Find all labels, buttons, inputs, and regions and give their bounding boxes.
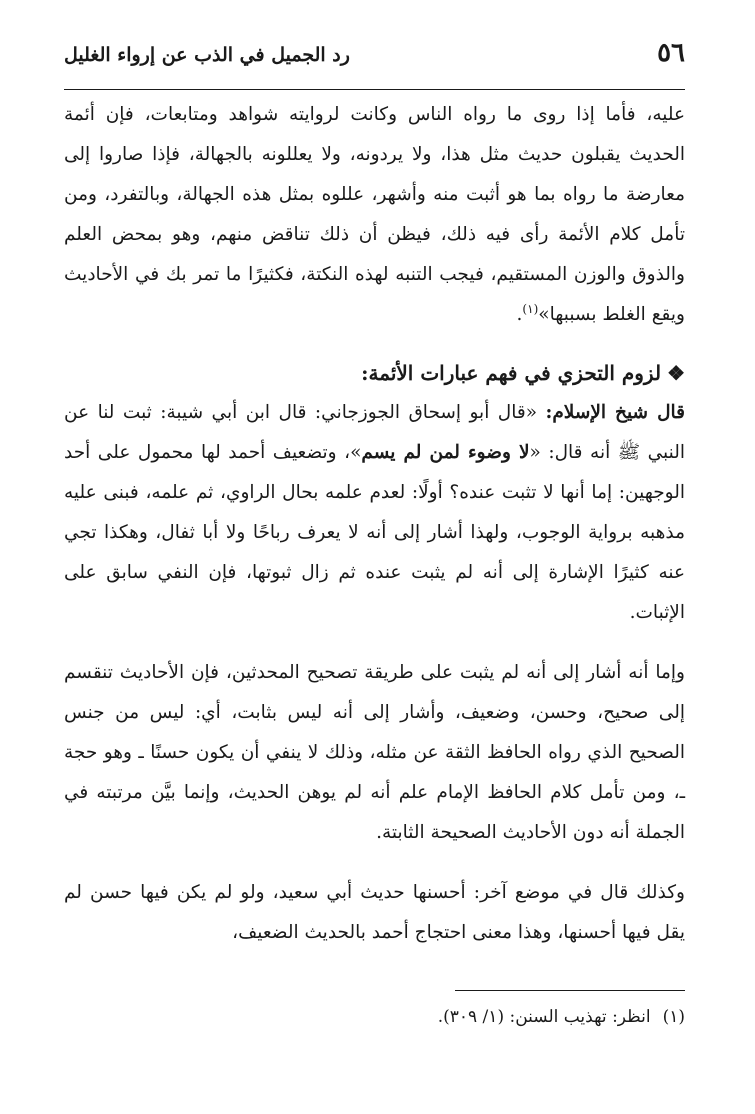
footnote: [64, 1000, 685, 1034]
paragraph-1-text: عليه، فأما إذا روى ما رواه الناس وكانت لروايته شواهد ومتابعات، فإن أئمة الحديث يقبلون حديث مثل هذا، ولا يردونه، ولا يعللونه بالجهالة، فإذا صاروا إلى معارضة ما رواه بما هو أثبت منه وأشهر، عللوه بمثل هذه الجهالة، وبالتفرد، ومن تأمل كلام الأئمة رأى فيه ذلك، فيظن أن ذلك تناقض منهم، وهو بمحض العلم والذوق والوزن المستقيم، فيجب التنبه لهذه النكتة، فكثيرًا ما تمر بك في الأحاديث ويقع الغلط بسببها»: [64, 104, 685, 325]
quote-text-part-2: »، وتضعيف أحمد لها محمول على أحد الوجهين: إما أنها لا تثبت عنده؟ أولًا: لعدم علمه بحال الراوي، ثم علمه، فبنى عليه مذهبه برواية الوجوب، ولهذا أشار إلى أنه لا يعرف رباحًا ولا أبا ثفال، وهكذا تجي عنه كثيرًا الإشارة إلى أنه لم يثبت عنده ثم زال ثبوتها، فإن النفي سابق على الإثبات.: [64, 442, 685, 623]
page-number: ٥٦: [657, 38, 685, 68]
page-header: [64, 38, 685, 88]
section-heading-text: لزوم التحزي في فهم عبارات الأئمة:: [361, 361, 662, 385]
quote-paragraph: [64, 393, 685, 633]
quote-text-part-1: «قال أبو إسحاق الجوزجاني: قال ابن أبي شيبة: ثبت لنا عن النبي ﷺ أنه قال: «: [64, 402, 685, 463]
diamond-bullet-icon: ❖: [667, 361, 685, 385]
running-title: رد الجميل في الذب عن إرواء الغليل: [64, 44, 350, 66]
section-heading: [64, 353, 685, 393]
page-body: [64, 95, 685, 953]
paragraph-4: وكذلك قال في موضع آخر: أحسنها حديث أبي سعيد، ولو لم يكن فيها حسن لم يقل فيها أحسنها، وهذا معنى احتجاج أحمد بالحديث الضعيف،: [64, 882, 685, 943]
hadith-text: لا وضوء لمن لم يسم: [361, 442, 530, 463]
footnote-number: (١): [662, 1007, 685, 1027]
footnote-text: انظر: تهذيب السنن: (١/ ٣٠٩).: [437, 1007, 651, 1027]
quote-speaker: قال شيخ الإسلام:: [545, 402, 686, 423]
footnote-divider: [455, 990, 685, 991]
footnote-reference[interactable]: (١): [522, 301, 539, 316]
paragraph-1: [64, 95, 685, 335]
paragraph-3: وإما أنه أشار إلى أنه لم يثبت على طريقة تصحيح المحدثين، فإن الأحاديث تنقسم إلى صحيح، وحسن، وضعيف، وأشار إلى أنه ليس بثابت، أي: ليس من جنس الصحيح الذي رواه الحافظ الثقة عن مثله، وذلك لا ينفي أن يكون حسنًا ـ وهو حجة ـ، ومن تأمل كلام الحافظ الإمام علم أنه لم يوهن الحديث، وإنما بيَّن مرتبته في الجملة أنه دون الأحاديث الصحيحة الثابتة.: [64, 662, 685, 843]
header-divider: [64, 89, 685, 90]
paragraph-1-end: .: [516, 304, 523, 325]
